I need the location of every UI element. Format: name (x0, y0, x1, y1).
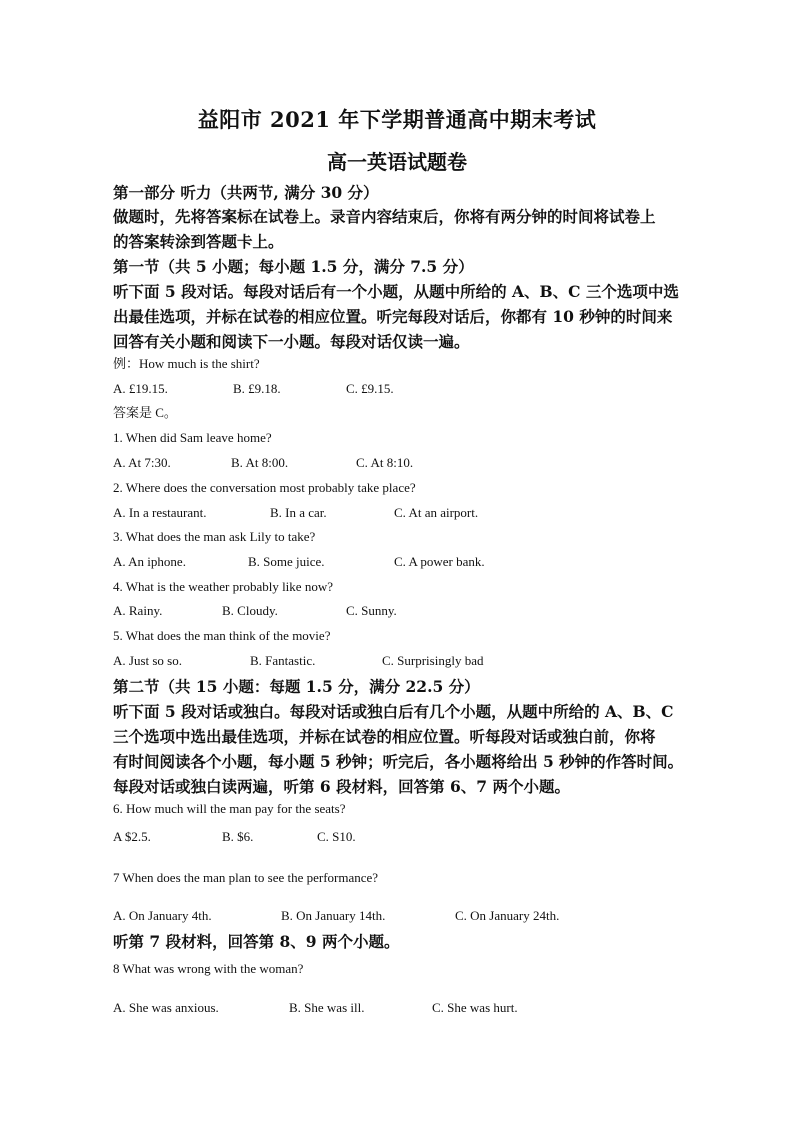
section2-heading: 第二节（共 15 小题：每题 1.5 分，满分 22.5 分） (113, 677, 480, 696)
section2-instruction-line: 听下面 5 段对话或独白。每段对话或独白后有几个小题，从题中所给的 A、B、C (113, 702, 674, 721)
q4-option-c: C. Sunny. (346, 603, 397, 618)
section2-instruction-line: 三个选项中选出最佳选项，并标在试卷的相应位置。听每段对话或独白前，你将 (113, 727, 656, 746)
q6-option-a: A $2.5. (113, 829, 151, 844)
q5-option-b: B. Fantastic. (250, 653, 316, 668)
question-2: 2. Where does the conversation most probably take place? (113, 480, 416, 495)
q1-option-b: B. At 8:00. (231, 455, 289, 470)
section2-instruction-line: 有时间阅读各个小题，每小题 5 秒钟；听完后，各小题将给出 5 秒钟的作答时间。 (113, 752, 684, 771)
section1-instruction-line: 出最佳选项，并标在试卷的相应位置。听完每段对话后，你都有 10 秒钟的时间来 (113, 307, 673, 326)
section1-instruction-line: 听下面 5 段对话。每段对话后有一个小题，从题中所给的 A、B、C 三个选项中选 (113, 282, 679, 301)
q1-option-c: C. At 8:10. (356, 455, 414, 470)
question-5: 5. What does the man think of the movie? (113, 628, 331, 643)
q3-option-a: A. An iphone. (113, 554, 186, 569)
example-option-b: B. £9.18. (233, 381, 281, 396)
q2-option-a: A. In a restaurant. (113, 505, 207, 520)
example-question: 例：How much is the shirt? (113, 356, 260, 371)
q7-option-b: B. On January 14th. (281, 908, 386, 923)
example-answer: 答案是 C。 (113, 405, 177, 420)
q8-option-c: C. She was hurt. (432, 1000, 518, 1015)
question-8: 8 What was wrong with the woman? (113, 961, 304, 976)
question-3: 3. What does the man ask Lily to take? (113, 529, 316, 544)
q3-option-c: C. A power bank. (394, 554, 485, 569)
q2-option-b: B. In a car. (270, 505, 327, 520)
q7-option-a: A. On January 4th. (113, 908, 212, 923)
q8-option-b: B. She was ill. (289, 1000, 365, 1015)
question-1: 1. When did Sam leave home? (113, 430, 272, 445)
q1-option-a: A. At 7:30. (113, 455, 171, 470)
q4-option-a: A. Rainy. (113, 603, 163, 618)
q3-option-b: B. Some juice. (248, 554, 325, 569)
part1-heading: 第一部分 听力（共两节, 满分 30 分） (113, 183, 379, 202)
section1-instruction-line: 回答有关小题和阅读下一小题。每段对话仅读一遍。 (113, 332, 470, 351)
exam-subtitle: 高一英语试题卷 (327, 150, 467, 174)
question-6: 6. How much will the man pay for the seats? (113, 801, 346, 816)
part1-intro-line: 做题时，先将答案标在试卷上。录音内容结束后，你将有两分钟的时间将试卷上 (113, 207, 656, 226)
q5-option-a: A. Just so so. (113, 653, 182, 668)
q5-option-c: C. Surprisingly bad (382, 653, 484, 668)
q6-option-b: B. $6. (222, 829, 254, 844)
material-7-instruction: 听第 7 段材料，回答第 8、9 两个小题。 (113, 932, 400, 951)
q7-option-c: C. On January 24th. (455, 908, 560, 923)
question-7: 7 When does the man plan to see the performance? (113, 870, 379, 885)
section2-instruction-line: 每段对话或独白读两遍，听第 6 段材料，回答第 6、7 两个小题。 (113, 777, 570, 796)
exam-title: 益阳市 2021 年下学期普通高中期末考试 (197, 107, 597, 132)
q4-option-b: B. Cloudy. (222, 603, 278, 618)
question-4: 4. What is the weather probably like now? (113, 579, 333, 594)
section1-heading: 第一节（共 5 小题；每小题 1.5 分，满分 7.5 分） (113, 257, 474, 276)
part1-intro-line: 的答案转涂到答题卡上。 (113, 232, 284, 251)
q2-option-c: C. At an airport. (394, 505, 479, 520)
q6-option-c: C. S10. (317, 829, 356, 844)
q8-option-a: A. She was anxious. (113, 1000, 219, 1015)
example-option-a: A. £19.15. (113, 381, 168, 396)
example-option-c: C. £9.15. (346, 381, 394, 396)
